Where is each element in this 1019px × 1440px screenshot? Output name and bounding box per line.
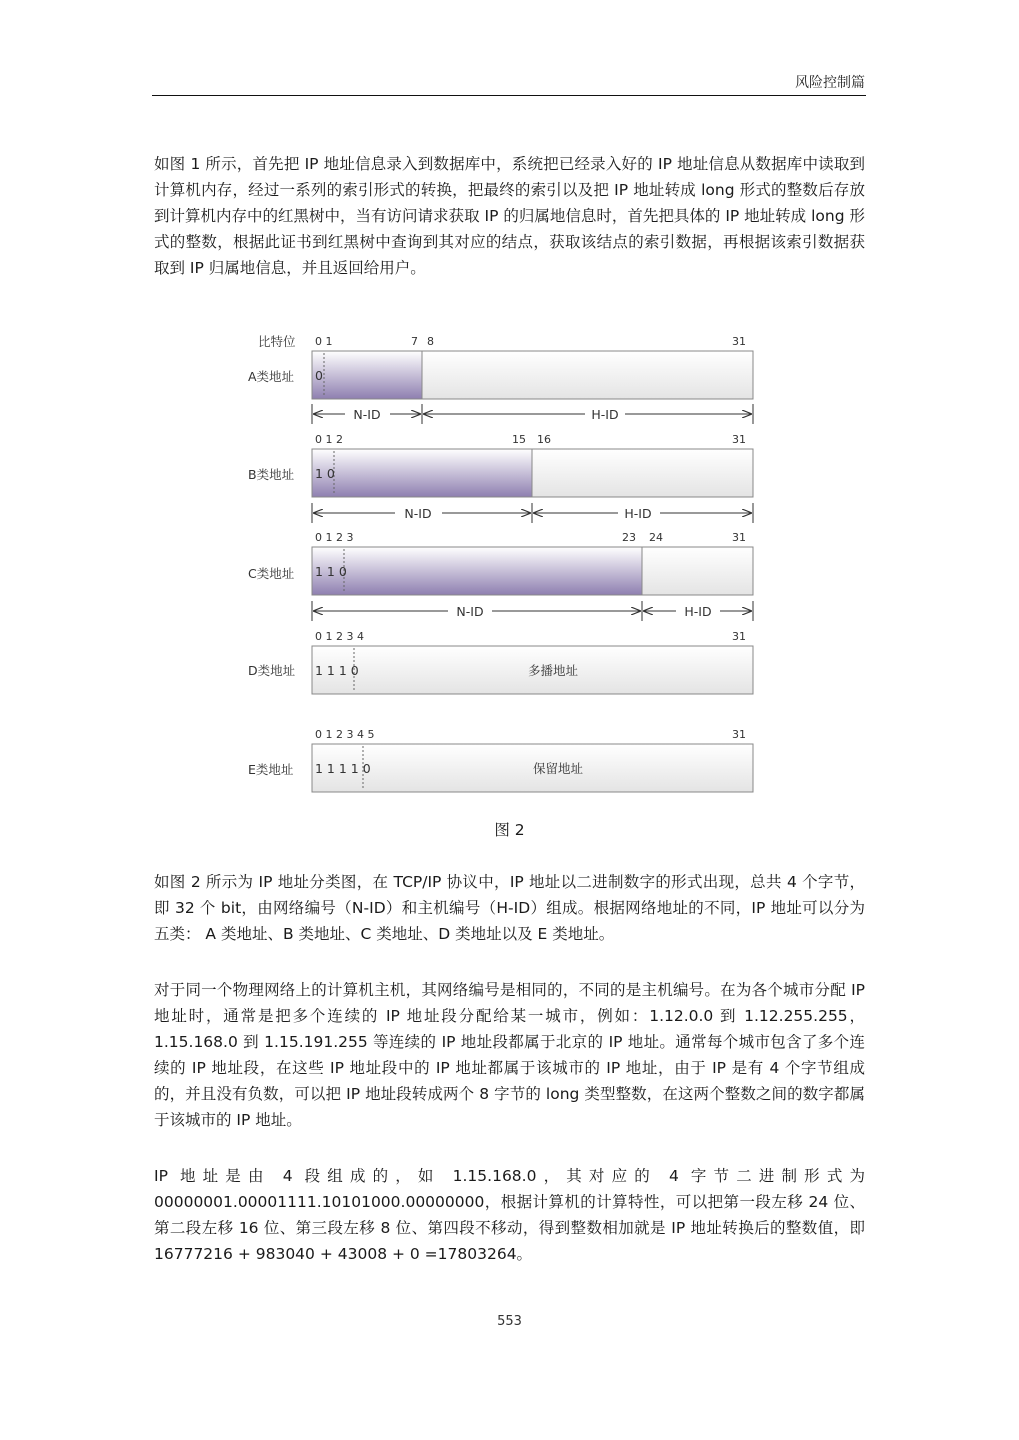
class-b-row bbox=[248, 433, 753, 523]
class-e-prefix: 1 1 1 1 0 bbox=[315, 761, 371, 776]
class-d-row bbox=[248, 630, 753, 694]
class-c-hid-label: H-ID bbox=[684, 604, 712, 619]
bit-position-label: 比特位 bbox=[258, 334, 296, 349]
class-a-bit-start: 0 1 bbox=[315, 335, 333, 348]
class-c-bit-net-end: 23 bbox=[622, 531, 636, 544]
class-d-bit-start: 0 1 2 3 4 bbox=[315, 630, 364, 643]
class-e-bit-start: 0 1 2 3 4 5 bbox=[315, 728, 375, 741]
class-c-nid-label: N-ID bbox=[456, 604, 484, 619]
class-a-bit-host-start: 8 bbox=[427, 335, 434, 348]
paragraph-ip-classes: 如图 2 所示为 IP 地址分类图，在 TCP/IP 协议中，IP 地址以二进制数字的形式出现，总共 4 个字节，即 32 个 bit，由网络编号（N-ID）和主机编号（H-ID）组成。根据网络地址的不同，IP 地址可以分为五类： A 类地址、B 类地址、C 类地址、D 类地址以及 E 类地址。 bbox=[154, 873, 865, 943]
class-a-bit-net-end: 7 bbox=[411, 335, 418, 348]
class-a-label: A类地址 bbox=[248, 369, 295, 384]
class-b-prefix: 1 0 bbox=[315, 466, 335, 481]
paragraph-ip-conversion: IP 地址是由 4 段组成的，如 1.15.168.0，其对应的 4 字节二进制形式为 00000001.00001111.10101000.00000000，根据计算机的计算特性，可以把第一段左移 24 位、第二段左移 16 位、第三段左移 8 位、第四段不移动，得到整数相加就是 IP 地址转换后的整数值，即 16777216 + 983040 + 43008 + 0 =17803264。 bbox=[154, 1167, 865, 1263]
class-e-row bbox=[248, 728, 753, 792]
class-e-bit-end: 31 bbox=[732, 728, 746, 741]
class-a-prefix: 0 bbox=[315, 368, 323, 383]
class-c-label: C类地址 bbox=[248, 566, 295, 581]
class-c-network-field bbox=[312, 547, 642, 595]
header-title: 风险控制篇 bbox=[795, 75, 865, 91]
class-a-row bbox=[248, 335, 753, 424]
class-a-network-field bbox=[312, 351, 422, 399]
class-c-row bbox=[248, 531, 753, 621]
figure-caption: 图 2 bbox=[494, 821, 525, 839]
class-c-prefix: 1 1 0 bbox=[315, 564, 347, 579]
class-b-bit-net-end: 15 bbox=[512, 433, 526, 446]
class-b-hid-label: H-ID bbox=[624, 506, 652, 521]
class-d-prefix: 1 1 1 0 bbox=[315, 663, 359, 678]
class-b-label: B类地址 bbox=[248, 467, 295, 482]
class-d-bit-end: 31 bbox=[732, 630, 746, 643]
class-c-bit-host-start: 24 bbox=[649, 531, 663, 544]
class-e-content: 保留地址 bbox=[532, 761, 584, 776]
paragraph-intro: 如图 1 所示，首先把 IP 地址信息录入到数据库中，系统把已经录入好的 IP 地址信息从数据库中读取到计算机内存，经过一系列的索引形式的转换，把最终的索引以及把 IP 地址转成 long 形式的整数后存放到计算机内存中的红黑树中，当有访问请求获取 IP 的归属地信息时，首先把具体的 IP 地址转成 long 形式的整数，根据此证书到红黑树中查询到其对应的结点，获取该结点的索引数据，再根据该索引数据获取到 IP 归属地信息，并且返回给用户。 bbox=[154, 155, 865, 277]
class-a-bit-end: 31 bbox=[732, 335, 746, 348]
class-b-bit-start: 0 1 2 bbox=[315, 433, 343, 446]
paragraph-city-ranges: 对于同一个物理网络上的计算机主机，其网络编号是相同的，不同的是主机编号。在为各个城市分配 IP 地址时，通常是把多个连续的 IP 地址段分配给某一城市，例如：1.12.0.0 到 1.12.255.255，1.15.168.0 到 1.15.191.255 等连续的 IP 地址段都属于北京的 IP 地址。通常每个城市包含了多个连续的 IP 地址段，在这些 IP 地址段中的 IP 地址都属于该城市的 IP 地址，由于 IP 是有 4 个字节组成的，并且没有负数，可以把 IP 地址段转成两个 8 字节的 long 类型整数，在这两个整数之间的数字都属于该城市的 IP 地址。 bbox=[154, 981, 865, 1129]
class-d-content: 多播地址 bbox=[527, 663, 579, 678]
class-c-bit-end: 31 bbox=[732, 531, 746, 544]
class-b-bit-host-start: 16 bbox=[537, 433, 551, 446]
class-c-bit-start: 0 1 2 3 bbox=[315, 531, 354, 544]
class-b-nid-label: N-ID bbox=[404, 506, 432, 521]
class-a-nid-label: N-ID bbox=[353, 407, 381, 422]
class-e-label: E类地址 bbox=[248, 762, 294, 777]
class-a-hid-label: H-ID bbox=[591, 407, 619, 422]
class-b-network-field bbox=[312, 449, 532, 497]
class-d-label: D类地址 bbox=[248, 663, 296, 678]
page-number: 553 bbox=[497, 1314, 522, 1329]
class-b-bit-end: 31 bbox=[732, 433, 746, 446]
